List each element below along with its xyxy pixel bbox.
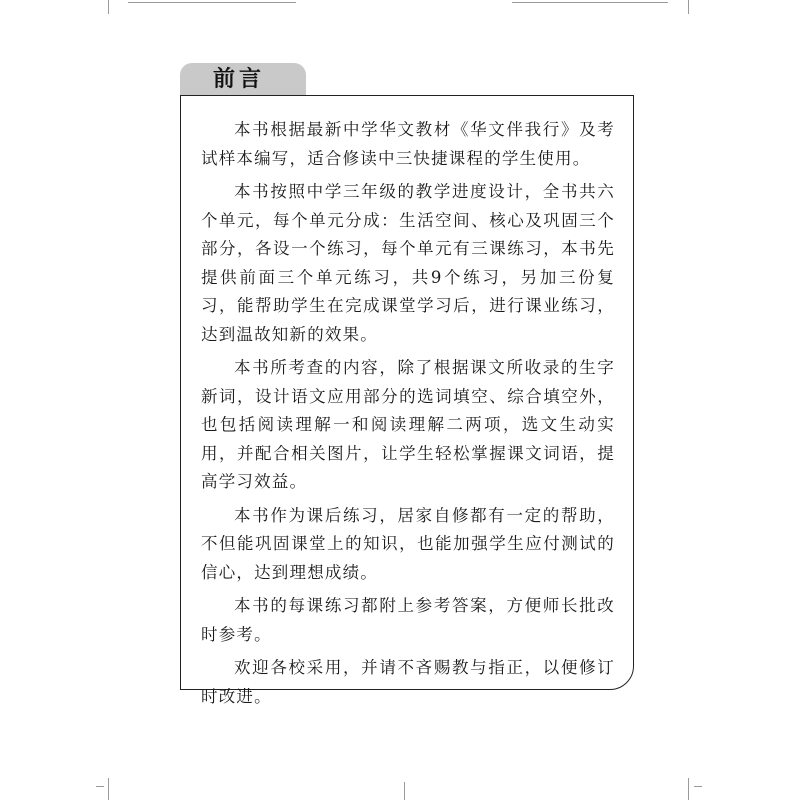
paragraph: 本书所考查的内容，除了根据课文所收录的生字新词，设计语文应用部分的选词填空、综合填空外，也包括阅读理解一和阅读理解二两项，选文生动实用，并配合相关图片，让学生轻松掌握课文词语，提高学习效益。 <box>201 358 615 491</box>
page-title: 前言 <box>213 67 266 92</box>
paragraph: 欢迎各校采用，并请不吝赐教与指正，以便修订时改进。 <box>201 658 615 706</box>
paragraph: 本书根据最新中学华文教材《华文伴我行》及考试样本编写，适合修读中三快捷课程的学生使用。 <box>201 120 615 168</box>
crop-mark <box>512 2 668 3</box>
crop-mark <box>688 0 689 14</box>
crop-mark <box>96 786 104 787</box>
paragraph: 本书按照中学三年级的教学进度设计，全书共六个单元，每个单元分成：生活空间、核心及巩固三个部分，各设一个练习，每个单元有三课练习，本书先提供前面三个单元练习，共9个练习，另加三份复习，能帮助学生在完成课堂学习后，进行课业练习，达到温故知新的效果。 <box>201 182 615 344</box>
crop-mark <box>108 778 109 800</box>
preface-body <box>201 116 615 711</box>
crop-mark <box>694 786 702 787</box>
crop-mark <box>128 2 296 3</box>
crop-mark <box>688 778 689 800</box>
crop-mark <box>108 0 109 14</box>
paragraph: 本书作为课后练习，居家自修都有一定的帮助，不但能巩固课堂上的知识，也能加强学生应付测试的信心，达到理想成绩。 <box>201 505 615 582</box>
crop-mark <box>404 782 405 800</box>
paragraph: 本书的每课练习都附上参考答案，方便师长批改时参考。 <box>201 596 615 644</box>
